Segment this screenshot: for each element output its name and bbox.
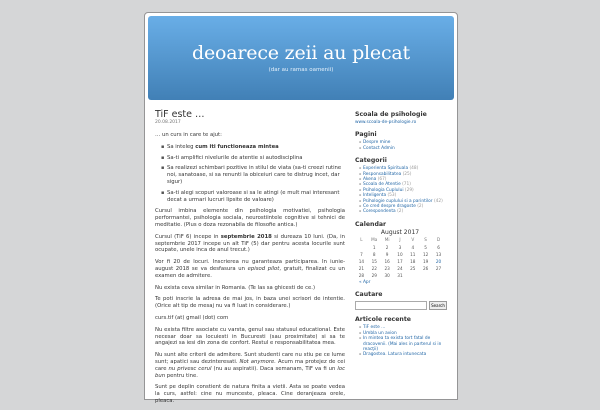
calendar-table xyxy=(355,230,445,280)
category-count: (29) xyxy=(404,187,414,193)
calendar-day: 5 xyxy=(424,244,427,250)
categories-widget xyxy=(355,157,451,215)
list-item xyxy=(359,352,451,357)
school-link[interactable]: www.scoala-de-psihologie.ro xyxy=(355,120,417,125)
weekday-header: V xyxy=(411,237,415,243)
calendar-day: 27 xyxy=(435,266,442,272)
bullet-text: Sa inteleg xyxy=(167,143,194,150)
calendar-day: 2 xyxy=(385,244,389,250)
weekday-header: Ma xyxy=(371,237,378,243)
calendar-day: 29 xyxy=(371,273,377,279)
paragraph-text: Nu sunt alte criterii de admitere. Sunt studenti care nu stiu pe ce lume sunt; apatici sau dezinteresati. xyxy=(155,352,345,365)
recent-post-link[interactable]: TiF este … xyxy=(363,325,386,331)
widget-title: Categorii xyxy=(355,157,387,165)
calendar-day: 1 xyxy=(372,244,376,250)
paragraph-text: pentru tine. xyxy=(166,372,198,379)
calendar-day xyxy=(406,273,419,280)
blog-description: (dar au ramas oamenii) xyxy=(268,67,334,73)
widget-title: Articole recente xyxy=(355,316,411,324)
post-title[interactable]: TiF este … xyxy=(155,109,205,120)
calendar-day: 21 xyxy=(358,266,365,272)
paragraph-italic-text: episod pilot xyxy=(247,265,280,272)
paragraph-text: Acum ma protejez de cei care xyxy=(155,358,345,372)
calendar-day: 16 xyxy=(384,259,390,265)
school-widget xyxy=(355,111,451,125)
list-item xyxy=(161,144,345,151)
widget-title: Scoala de psihologie xyxy=(355,111,427,118)
calendar-day: 14 xyxy=(358,259,365,265)
main-content xyxy=(155,109,345,410)
category-link[interactable]: Responsabilitatea xyxy=(363,171,402,177)
calendar-day: 12 xyxy=(422,251,429,257)
bullet-bold-text: cum iti functioneaza mintea xyxy=(195,143,279,150)
calendar-day: 30 xyxy=(384,273,390,279)
paragraph-text: Cursul (TiF 6) incepe in xyxy=(155,233,219,240)
bullet-text: Sa-ti alegi scopuri valoroase si sa le atingi (e mult mai interesant decat a urmari lucruri lipsite de valoare) xyxy=(167,189,340,203)
post-paragraph xyxy=(155,259,345,279)
calendar-day: 13 xyxy=(435,251,442,257)
post-paragraph: Te poti inscrie la adresa de mai jos, in baza unei scrisori de intentie. (Orice alt tip de mesaj nu va fi luat in considerare.) xyxy=(155,296,345,310)
category-link[interactable]: Akena xyxy=(363,177,377,183)
recent-posts-widget xyxy=(355,316,451,357)
list-item xyxy=(161,165,345,185)
recent-post-link[interactable]: In mintea ta exista tort fatal de dracovenii. (Mai ales in parterul si in reacţii) xyxy=(363,336,442,353)
page-container xyxy=(144,12,458,404)
page-link-about[interactable]: Despre mine xyxy=(363,140,391,146)
category-link[interactable]: Ce cred despre dragoste xyxy=(363,204,416,210)
calendar-week xyxy=(355,266,445,273)
post-paragraph xyxy=(155,352,345,379)
paragraph-text: Vor fi 20 de locuri. Inscrierea nu garanteaza participarea. In iunie-august 2018 se va desfasura un xyxy=(155,259,345,272)
post-paragraph: Sunt pe deplin constient de natura finita a vietii. Asta se poate vedea la curs, astfel: cine nu munceste, pleaca. Cine deranjeaza orele, pleaca. xyxy=(155,384,345,404)
calendar-day: 31 xyxy=(397,273,403,279)
post-date: 20.08.2017 xyxy=(155,120,181,125)
calendar-day: 3 xyxy=(398,244,402,250)
paragraph-text: (nu au aspiratii). Daca semanam, TiF va fi un xyxy=(213,365,336,372)
bullet-text: Sa-ti amplifici nivelurile de atentie si autodisciplina xyxy=(167,154,303,161)
calendar-day[interactable]: 20 xyxy=(435,259,442,265)
pages-widget xyxy=(355,131,451,151)
calendar-day: 10 xyxy=(397,251,403,257)
calendar-week xyxy=(355,251,445,258)
calendar-prev-month-link[interactable]: « Apr xyxy=(359,280,371,285)
post-paragraph xyxy=(155,234,345,254)
post-paragraph: Cursul imbina elemente din psihologia motivatiei, psihologia performantei, psihologia sociala, neurostiintele cognitive si tehnici de meditatie. (Plus o doza rezonabila de filosofie antica.) xyxy=(155,208,345,228)
calendar-day: 25 xyxy=(410,266,416,272)
category-count: (2) xyxy=(417,204,424,210)
weekday-header: J xyxy=(399,237,401,243)
calendar-week xyxy=(355,258,445,265)
widget-title: Pagini xyxy=(355,131,377,139)
list-item xyxy=(161,190,345,204)
calendar-day: 19 xyxy=(422,259,429,265)
search-row xyxy=(355,301,451,310)
search-widget xyxy=(355,291,451,310)
post-paragraph: Nu exista ceva similar in Romania. (Te las sa ghicesti de ce.) xyxy=(155,284,316,291)
calendar-day: 28 xyxy=(358,273,365,279)
calendar-day: 26 xyxy=(422,266,429,272)
calendar-week xyxy=(355,244,445,251)
recent-post-link[interactable]: Umbla un avion xyxy=(363,330,397,336)
calendar-day: 15 xyxy=(371,259,377,265)
calendar-day: 24 xyxy=(397,266,403,272)
category-count: (71) xyxy=(402,182,411,188)
post-intro: … un curs in care te ajut: xyxy=(155,132,222,138)
calendar-week xyxy=(355,273,445,280)
category-count: (2) xyxy=(397,209,404,215)
widget-title: Cautare xyxy=(355,291,383,299)
calendar-day: 23 xyxy=(384,266,390,272)
weekday-header: S xyxy=(424,237,427,243)
weekday-header: D xyxy=(436,237,441,243)
category-link[interactable]: Scoala de Atentie xyxy=(363,182,401,188)
calendar-day: 11 xyxy=(410,251,416,257)
list-item xyxy=(359,209,451,214)
list-item xyxy=(359,146,451,151)
widget-title: Calendar xyxy=(355,220,387,228)
post-paragraph: Nu exista filtre asociate cu varsta, genul sau statusul educational. Este necesar doar sa locuiesti in Bucuresti (sau proximitate) si sa te angajezi sa iesi din zona de confort. Restul e responsabilitatea mea. xyxy=(155,326,345,347)
list-item xyxy=(359,336,451,352)
category-count: (25) xyxy=(402,171,412,177)
blog-header xyxy=(148,16,454,100)
category-count: (48) xyxy=(409,166,419,172)
blog-title[interactable]: deoarece zeii au plecat xyxy=(192,42,410,64)
calendar-day: 7 xyxy=(360,251,363,257)
list-item xyxy=(161,155,345,162)
search-input[interactable] xyxy=(355,301,427,310)
category-link[interactable]: Inteligenta xyxy=(363,193,387,199)
calendar-day xyxy=(419,273,432,280)
calendar-caption: August 2017 xyxy=(380,228,420,236)
category-count: (53) xyxy=(387,193,397,199)
paragraph-italic-text: nu privesc cerul xyxy=(168,365,212,372)
calendar-day xyxy=(355,244,368,251)
category-count: (67) xyxy=(377,177,387,183)
calendar-day: 6 xyxy=(437,244,440,250)
post-bullet-list xyxy=(161,144,345,204)
calendar-day: 18 xyxy=(410,259,416,265)
calendar-day: 4 xyxy=(411,244,415,250)
category-link[interactable]: Corespondenta xyxy=(363,209,396,215)
paragraph-bold-text: septembrie 2018 xyxy=(220,233,272,240)
paragraph-text: , gratuit, finalizat cu un examen de admitere. xyxy=(155,265,346,279)
calendar-day: 8 xyxy=(372,251,376,257)
sidebar xyxy=(355,111,451,364)
category-count: (42) xyxy=(433,198,443,204)
calendar-day: 17 xyxy=(397,259,403,265)
paragraph-text: si dureaza 10 luni. (Da, in septembrie 2017 incepe un alt TiF (5) dar pentru acesta locurile sunt ocupate, unele inca de anul trecut.) xyxy=(155,233,345,254)
calendar-day: 22 xyxy=(371,266,377,272)
category-link[interactable]: Psihologie cuplului si a parintilor xyxy=(363,198,433,204)
category-link[interactable]: Psihologia Cuplului xyxy=(363,187,404,193)
post-email: curs.tif (at) gmail (dot) com xyxy=(155,314,229,321)
calendar-day xyxy=(432,273,445,280)
paragraph-italic-text: loc bun xyxy=(155,365,346,379)
page-link-contact[interactable]: Contact Admin xyxy=(363,145,395,151)
recent-post-link[interactable]: Dragostea. Latura intunecata xyxy=(363,352,427,358)
weekday-header: L xyxy=(360,237,363,243)
search-button[interactable]: Search xyxy=(429,301,447,310)
calendar-day: 9 xyxy=(385,251,389,257)
paragraph-italic-text: Not anymore. xyxy=(239,358,276,365)
weekday-header: Mi xyxy=(384,237,390,243)
category-link[interactable]: Experienta Spirituala xyxy=(363,166,409,172)
calendar-widget xyxy=(355,221,451,286)
bullet-text: Sa realizezi schimbari pozitive in stilul de viata (sa-ti creezi rutine noi, sanatoase, si sa renunti la obiceiuri care te distrug incet, dar sigur) xyxy=(167,165,342,185)
